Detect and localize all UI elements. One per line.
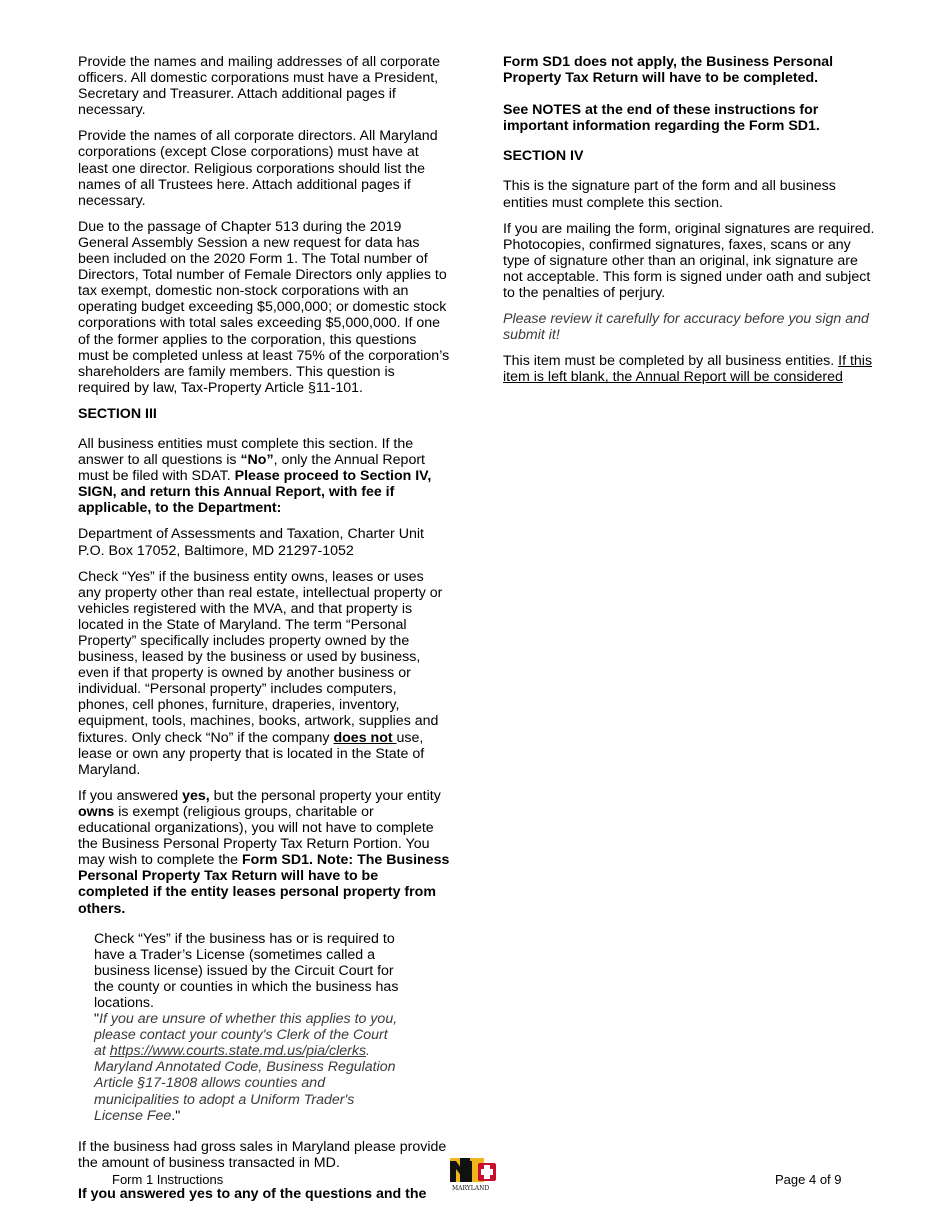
directors-paragraph: Provide the names of all corporate directors. All Maryland corporations (except Close corporations) must have at least one director. Religious corporations should list the names of all Trustees here. Attach additional pages if necessary. bbox=[78, 128, 438, 209]
left-column bbox=[78, 54, 450, 1212]
clerks-link[interactable]: https://www.courts.state.md.us/pia/clerks bbox=[109, 1043, 367, 1060]
answered-yes-paragraph: If you answered yes to any of the questions and the bbox=[78, 1185, 427, 1202]
section-iii-heading: SECTION III bbox=[78, 405, 157, 422]
original-signature-paragraph: If you are mailing the form, original signatures are required. Photocopies, confirmed signatures, faxes, scans or any type of signature other than an original, ink signature are not acceptable. This form is signed under oath and subject to the penalties of perjury. bbox=[503, 220, 875, 302]
required-item-paragraph: This item must be completed by all business entities. If this item is left blank, the Annual Report will be considered bbox=[503, 353, 873, 386]
section-iv-heading: SECTION IV bbox=[503, 148, 584, 165]
footer-page-number: Page 4 of 9 bbox=[775, 1172, 842, 1187]
chapter-513-paragraph: Due to the passage of Chapter 513 during the 2019 General Assembly Session a new request for data has been included on the 2020 Form 1. The Total number of Directors, Total number of Female Directors only applies to tax exempt, domestic non-stock corporations with an operating budget exceeding $5,000,000; or domestic stock corporations with total sales exceeding $5,000,000. If one of the former applies to the corporation, this questions must be completed unless at least 75% of the corporation’s shareholders are family members. This question is required by law, Tax-Property Article §11-101. bbox=[78, 218, 450, 396]
traders-license-paragraph: Check “Yes” if the business has or is required to have a Trader’s License (sometimes called a business license) issued by the Circuit Court for the county or counties in which the business has locations. bbox=[94, 930, 399, 1011]
right-column bbox=[503, 54, 881, 396]
personal-property-paragraph: Check “Yes” if the business entity owns, leases or uses any property other than real estate, intellectual property or vehicles registered with the MVA, and that property is located in the State of Maryland. The term “Personal Property” specifically includes property owned by the business, leased by the business or used by business, even if that property is owned by another business or individual. “Personal property” includes computers, phones, cell phones, furniture, draperies, inventory, equipment, tools, machines, books, artwork, supplies and fixtures. Only check “No” if the company does not use, lease or own any property that is located in the State of Maryland. bbox=[78, 568, 443, 778]
clerk-note-paragraph: "If you are unsure of whether this applies to you, please contact your county's Clerk of the Court at https://www.courts.state.md.us/pia/clerks. Maryland Annotated Code, Business Regulation Article §17-1808 allows counties and municipalities to adopt a Uniform Trader's License Fee." bbox=[94, 1011, 398, 1124]
signature-intro-paragraph: This is the signature part of the form and all business entities must complete this section. bbox=[503, 178, 836, 211]
gross-sales-paragraph: If the business had gross sales in Maryland please provide the amount of business transacted in MD. bbox=[78, 1138, 447, 1171]
sd1-notes-paragraph: See NOTES at the end of these instructions for important information regarding the Form SD1. bbox=[503, 102, 820, 135]
department-address: Department of Assessments and Taxation, Charter Unit P.O. Box 17052, Baltimore, MD 21297-1052 bbox=[78, 526, 424, 559]
officers-paragraph: Provide the names and mailing addresses of all corporate officers. All domestic corporations must have a President, Secretary and Treasurer. Attach additional pages if necessary. bbox=[78, 54, 440, 119]
exempt-property-paragraph: If you answered yes, but the personal property your entity owns is exempt (religious groups, charitable or educational organizations), you will not have to complete the Business Personal Property Tax Return Portion. You may wish to complete the Form SD1. Note: The Business Personal Property Tax Return will have to be completed if the entity leases personal property from others. bbox=[78, 787, 450, 917]
sd1-not-apply-paragraph: Form SD1 does not apply, the Business Personal Property Tax Return will have to be completed. bbox=[503, 54, 834, 87]
maryland-logo-icon bbox=[448, 1155, 500, 1193]
logo-wordmark: MARYLAND bbox=[452, 1185, 490, 1192]
section-iii-intro: All business entities must complete this section. If the answer to all questions is “No”, only the Annual Report must be filed with SDAT. Please proceed to Section IV, SIGN, and return this Annual Report, with fee if applicable, to the Department: bbox=[78, 435, 432, 517]
review-paragraph: Please review it carefully for accuracy before you sign and submit it! bbox=[503, 311, 869, 344]
footer-form-title: Form 1 Instructions bbox=[112, 1172, 224, 1187]
